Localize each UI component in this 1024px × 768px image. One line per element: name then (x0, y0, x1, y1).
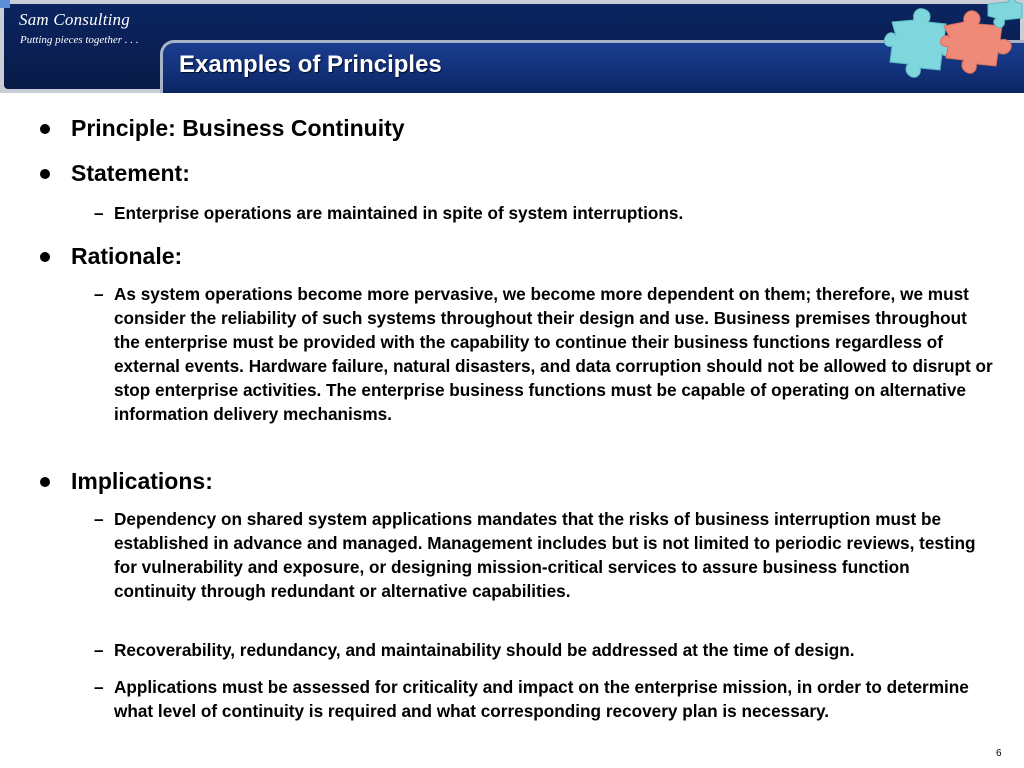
brand-tagline: Putting pieces together . . . (20, 34, 139, 46)
slide-title: Examples of Principles (179, 51, 442, 78)
dash-marker: – (94, 677, 104, 697)
sub-item-implication-3 (94, 675, 984, 723)
brand-name: Sam Consulting (19, 10, 130, 29)
slide-header (0, 0, 1024, 93)
sub-item-implication-1 (94, 507, 984, 603)
sub-item-rationale (94, 282, 994, 426)
bullet-dot-icon (40, 169, 50, 179)
sub-item-text: Dependency on shared system applications mandates that the risks of business interruption must be established in advance and managed. Management includes but is not limited to periodic reviews, testing for vulnerability and exposure, or designing mission-critical services to assure business function continuity through redundant or alternative capabilities. (114, 509, 976, 601)
bullet-dot-icon (40, 477, 50, 487)
dash-marker: – (94, 284, 104, 304)
bullet-label: Principle: Business Continuity (71, 115, 405, 141)
bullet-label: Rationale: (71, 243, 183, 269)
sub-item-text: Applications must be assessed for criticality and impact on the enterprise mission, in order to determine what level of continuity is required and what corresponding recovery plan is necessary. (114, 677, 969, 721)
dash-marker: – (94, 203, 104, 223)
dash-marker: – (94, 640, 104, 660)
puzzle-pieces-icon (884, 0, 1024, 80)
bullet-dot-icon (40, 252, 50, 262)
sub-item-implication-2 (94, 638, 994, 662)
sub-item-text: As system operations become more pervasive, we become more dependent on them; therefore, we must consider the reliability of such systems throughout their design and use. Business premises throughout the enterprise must be provided with the capability to continue their business functions regardless of external events. Hardware failure, natural disasters, and data corruption should not be allowed to disrupt or stop enterprise activities. The enterprise business functions must be capable of operating on alternative information delivery mechanisms. (114, 284, 993, 424)
bullet-label: Implications: (71, 468, 213, 494)
corner-marker (0, 0, 10, 8)
bullet-dot-icon (40, 124, 50, 134)
sub-item-text: Enterprise operations are maintained in spite of system interruptions. (114, 203, 684, 223)
bullet-label: Statement: (71, 160, 190, 186)
sub-item-text: Recoverability, redundancy, and maintainability should be addressed at the time of design. (114, 640, 855, 660)
sub-item-statement (94, 201, 994, 225)
dash-marker: – (94, 509, 104, 529)
page-number: 6 (996, 748, 1002, 759)
